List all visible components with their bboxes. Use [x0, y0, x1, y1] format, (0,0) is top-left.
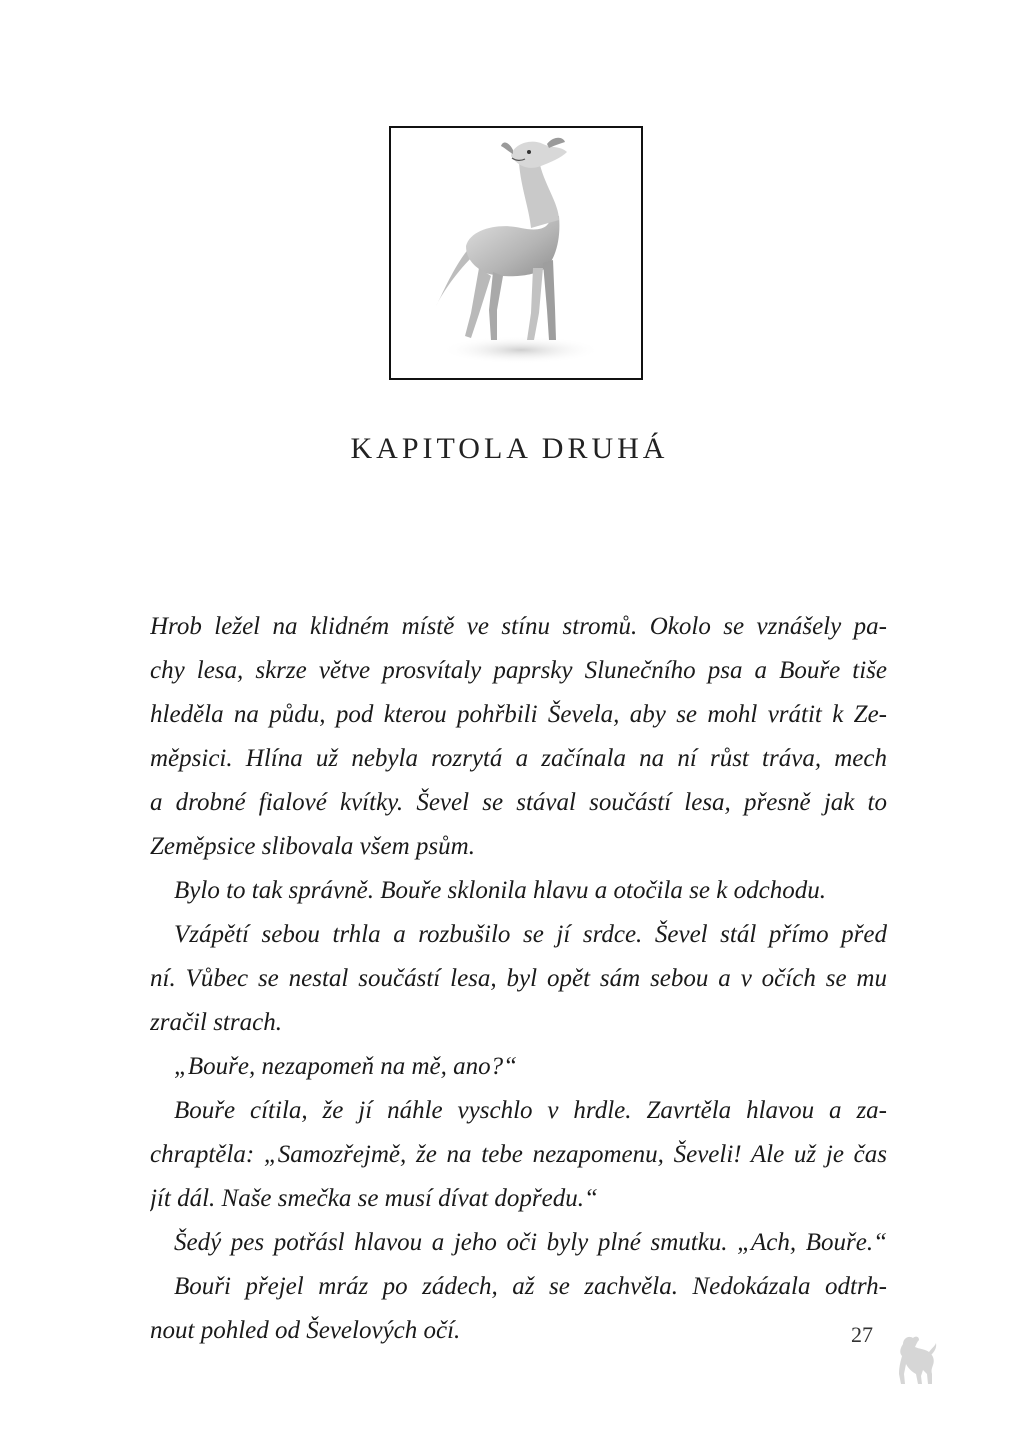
text-line: Šedý pes potřásl hlavou a jeho oči byly plné smutku. „Ach, Bouře.“ — [174, 1229, 887, 1256]
text-line: Zeměpsice slibovala všem psům. — [150, 833, 475, 860]
chapter-title: KAPITOLA DRUHÁ — [350, 432, 669, 465]
text-line: Bouře cítila, že jí náhle vyschlo v hrdle. Zavrtěla hlavou a za- — [174, 1097, 887, 1124]
text-line: jít dál. Naše smečka se musí dívat dopředu.“ — [150, 1185, 598, 1212]
text-line: Vzápětí sebou trhla a rozbušilo se jí srdce. Ševel stál přímo před — [174, 921, 887, 948]
text-line: nout pohled od Ševelových očí. — [150, 1317, 461, 1344]
text-line: chraptěla: „Samozřejmě, že na tebe nezapomenu, Ševeli! Ale už je čas — [150, 1141, 887, 1168]
text-line: zračil strach. — [150, 1009, 282, 1036]
text-line: Bylo to tak správně. Bouře sklonila hlavu a otočila se k odchodu. — [174, 877, 826, 904]
text-line: „Bouře, nezapomeň na mě, ano?“ — [174, 1053, 518, 1080]
dog-silhouette-icon — [895, 1334, 937, 1386]
greyhound-dog-illustration — [391, 128, 641, 378]
text-line: měpsici. Hlína už nebyla rozrytá a začínala na ní růst tráva, mech — [150, 745, 887, 772]
text-line: ní. Vůbec se nestal součástí lesa, byl opět sám sebou a v očích se mu — [150, 965, 887, 992]
text-line: Bouři přejel mráz po zádech, až se zachvěla. Nedokázala odtrh- — [174, 1273, 887, 1300]
chapter-text — [150, 605, 887, 1353]
text-line: a drobné fialové kvítky. Ševel se stával součástí lesa, přesně jak to — [150, 789, 887, 816]
chapter-illustration-frame — [389, 126, 643, 380]
page-number: 27 — [851, 1322, 873, 1347]
text-line: chy lesa, skrze větve prosvítaly paprsky Slunečního psa a Bouře tiše — [150, 657, 887, 684]
text-line: hleděla na půdu, pod kterou pohřbili Ševela, aby se mohl vrátit k Ze- — [150, 701, 887, 728]
text-line: Hrob ležel na klidném místě ve stínu stromů. Okolo se vznášely pa- — [150, 613, 887, 640]
